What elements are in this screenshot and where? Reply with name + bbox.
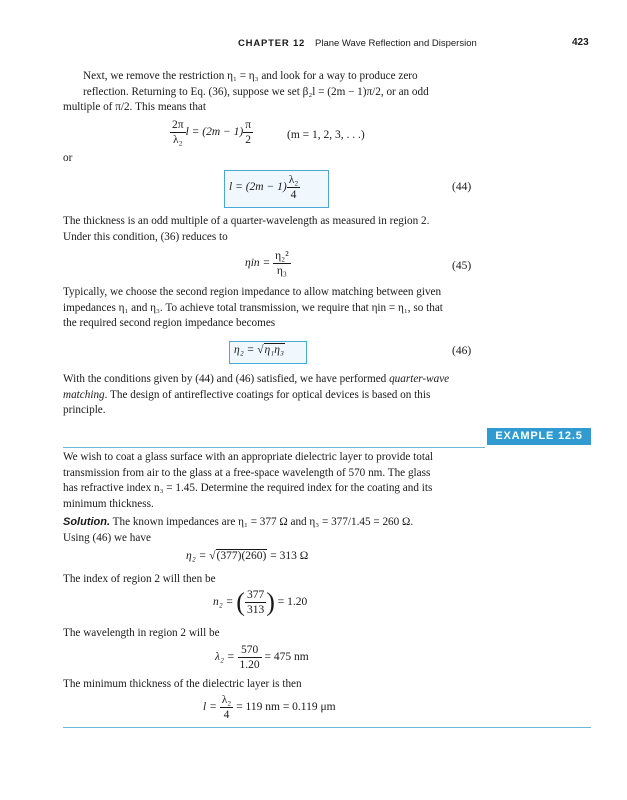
equation-n2 (213, 588, 307, 617)
text-line: reflection. Returning to Eq. (36), suppose we set β₂l = (2m − 1)π/2, or an odd (83, 85, 429, 98)
sqrt-radicand: (377)(260) (216, 550, 267, 562)
equation-condition: (m = 1, 2, 3, . . .) (287, 129, 365, 141)
fraction-numerator: π (245, 119, 252, 131)
or-text: or (63, 152, 73, 164)
equation-text: n₂ = (213, 596, 234, 609)
equation-text: = 313 Ω (267, 550, 309, 562)
text-line (63, 388, 475, 404)
text-wavelength-intro: The wavelength in region 2 will be (63, 627, 220, 639)
equation-text: λ₂ = (215, 651, 235, 664)
text-line: The thickness is an odd multiple of a quarter-wavelength as measured in region 2. (63, 215, 430, 227)
text-line (63, 515, 475, 531)
fraction-denominator: λ₂ (172, 134, 183, 146)
text-line: minimum thickness. (63, 497, 154, 510)
chapter-title: Plane Wave Reflection and Dispersion (315, 38, 477, 49)
equation-45 (245, 249, 291, 278)
text-line: Next, we remove the restriction η₁ = η₃ and look for a way to produce zero (83, 70, 418, 82)
paragraph-quarter-wave (63, 372, 475, 419)
fraction-denominator: 4 (290, 189, 297, 201)
text-line: has refractive index n₃ = 1.45. Determine the required index for the coating and its (63, 482, 433, 494)
equation-text: l = (203, 701, 217, 714)
equation-phase-condition (170, 118, 253, 147)
solution-intro (63, 515, 475, 546)
right-paren: ) (266, 587, 275, 617)
text-index-intro: The index of region 2 will then be (63, 573, 216, 585)
text-line: the required second region impedance becomes (63, 317, 276, 329)
equation-44 (229, 173, 300, 202)
equation-text: = 119 nm = 0.119 μm (236, 701, 336, 714)
fraction-numerator: λ₂ (288, 174, 299, 186)
text-line: principle. (63, 404, 106, 416)
example-label: EXAMPLE 12.5 (487, 428, 591, 445)
fraction-denominator: 313 (246, 604, 265, 616)
fraction-numerator: λ₂ (221, 694, 232, 706)
fraction-denominator: 4 (223, 709, 230, 721)
equation-number-46: (46) (452, 345, 472, 357)
page-number: 423 (572, 37, 589, 48)
fraction-numerator: 377 (246, 589, 265, 601)
text-line: transmission from air to the glass at a free-space wavelength of 570 nm. The glass (63, 466, 431, 479)
fraction-numerator: 2π (172, 119, 184, 131)
text-span: With the conditions given by (44) and (46) satisfied, we have performed (63, 373, 390, 385)
text-line: impedances η₁ and η₃. To achieve total transmission, we require that ηin = η₁, so that (63, 301, 443, 314)
text-line: Using (46) we have (63, 531, 151, 544)
equation-lambda2 (215, 643, 309, 672)
example-top-rule (63, 447, 485, 448)
text-thickness-intro: The minimum thickness of the dielectric layer is then (63, 678, 302, 690)
text-line: multiple of π/2. This means that (63, 101, 206, 113)
sqrt-radicand: η₁η₃ (264, 344, 284, 356)
text-line: Typically, we choose the second region impedance to allow matching between given (63, 286, 442, 298)
paragraph-thickness (63, 214, 475, 245)
equation-text: ηin = (245, 257, 271, 270)
equation-min-thickness (203, 693, 336, 722)
fraction-denominator: 2 (245, 134, 252, 146)
italic-term: quarter-wave (389, 373, 450, 385)
fraction-numerator: 570 (238, 643, 262, 658)
chapter-label: CHAPTER 12 (238, 38, 306, 49)
text-line (63, 372, 475, 388)
equation-text: = 475 nm (264, 651, 309, 664)
paragraph-intro (63, 69, 475, 116)
fraction-denominator: 1.20 (239, 659, 260, 671)
equation-number-44: (44) (452, 181, 472, 193)
equation-eta2-value (186, 550, 308, 562)
equation-number-45: (45) (452, 260, 472, 272)
italic-term: matching (63, 388, 105, 401)
equation-text: = 1.20 (277, 596, 308, 609)
equation-text: l = (2m − 1) (185, 126, 244, 139)
example-bottom-rule (63, 727, 591, 728)
fraction-numerator: η₂² (275, 250, 289, 262)
equation-46 (234, 344, 285, 356)
equation-text: l = (2m − 1) (229, 181, 287, 194)
left-paren: ( (236, 587, 245, 617)
equation-text: η₂ = √ (234, 344, 264, 356)
text-line: Under this condition, (36) reduces to (63, 230, 228, 243)
paragraph-impedance-matching (63, 285, 475, 332)
text-line: We wish to coat a glass surface with an appropriate dielectric layer to provide total (63, 451, 434, 463)
text-span: . The design of antireflective coatings for optical devices is based on this (104, 388, 431, 401)
equation-text: η₂ = √ (186, 550, 216, 562)
solution-label: Solution. (63, 516, 111, 528)
fraction-denominator: η₃ (276, 265, 287, 277)
text-span: The known impedances are η₁ = 377 Ω and η₃ = 377/1.45 = 260 Ω. (110, 516, 414, 528)
example-problem (63, 450, 475, 512)
